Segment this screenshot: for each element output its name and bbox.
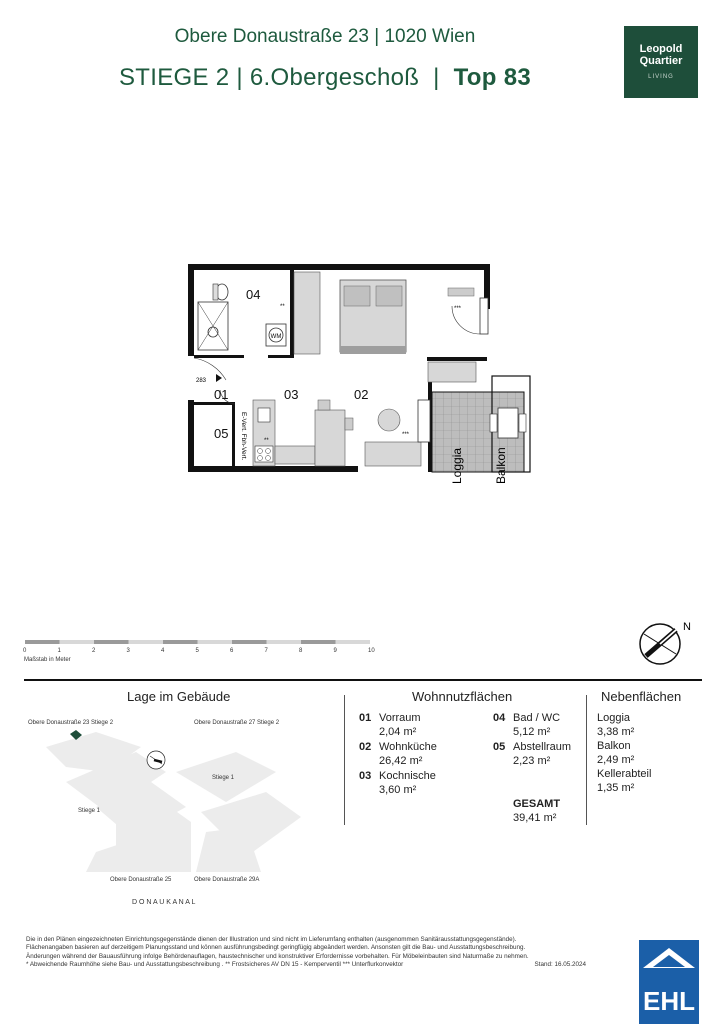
scale-tick-label: 4 (161, 648, 165, 654)
secondary-name: Kellerabteil (597, 768, 652, 780)
floor-plan (180, 262, 550, 487)
unit-top-number: Top 83 (453, 64, 531, 91)
room-no: 03 (359, 770, 372, 782)
living-areas-title: Wohnnutzflächen (412, 689, 513, 704)
room-no: 04 (493, 712, 506, 724)
room-area: 2,04 m² (379, 726, 417, 738)
scale-caption: Maßstab in Meter (24, 657, 71, 663)
room-number-03: 03 (284, 387, 299, 402)
secondary-area: 1,35 m² (597, 782, 635, 794)
unit-title (0, 64, 650, 92)
location-title: Lage im Gebäude (127, 689, 231, 704)
section-divider (24, 679, 702, 681)
scale-tick-label: 5 (195, 648, 199, 654)
scale-segment (232, 640, 267, 644)
scale-segment (163, 640, 198, 644)
scale-tick-label: 1 (57, 648, 61, 654)
scale-tick-label: 8 (299, 648, 303, 654)
room-name: Wohnküche (379, 741, 437, 753)
scale-tick-label: 9 (333, 648, 337, 654)
north-arrow (638, 616, 698, 666)
leopold-quartier-logo (624, 26, 698, 98)
room-area: 5,12 m² (513, 726, 551, 738)
room-number-02: 02 (354, 387, 369, 402)
scale-segment (198, 640, 233, 644)
scale-segment (129, 640, 164, 644)
scale-segment (25, 640, 60, 644)
secondary-area-list (597, 711, 651, 795)
scale-bar (22, 638, 382, 664)
column-divider-2 (586, 695, 587, 825)
room-name: Bad / WC (513, 712, 561, 724)
logo-line2: Quartier (639, 55, 683, 67)
valve-mark-1: ** (280, 304, 285, 310)
disclaimer-line3: Änderungen während der Bauausführung infolge Behördenauflagen, haustechnischer und konstruktiver Erfordernisse vorbehalten. Für Möbeleinbauten sind Naturmaße zu nehmen. (26, 952, 529, 960)
scale-segment (336, 640, 371, 644)
secondary-areas-title: Nebenflächen (601, 689, 682, 704)
secondary-name: Loggia (597, 712, 631, 724)
secondary-name: Balkon (597, 740, 631, 752)
loggia-label: Loggia (450, 447, 464, 484)
height-mark: 283 (196, 378, 207, 384)
room-no: 01 (359, 712, 372, 724)
logo-line1: Leopold (639, 43, 683, 55)
shaft-label: E-Vert. Fbh-Vert. (240, 412, 247, 461)
room-area: 26,42 m² (379, 755, 423, 767)
room-number-04: 04 (246, 287, 261, 302)
scale-segment (94, 640, 129, 644)
north-label: N (683, 621, 691, 633)
ehl-logo-text: EHL (643, 986, 695, 1016)
room-05 (493, 740, 571, 768)
room-03 (359, 769, 436, 797)
column-divider-1 (344, 695, 345, 825)
disclaimer-line4: * Abweichende Raumhöhe siehe Bau- und Ausstattungsbeschreibung . ** Frostsicheres AV DN 15 - Kemperventil *** Unterflurkonvektor (26, 960, 404, 968)
total-area (513, 797, 560, 825)
scale-segment (60, 640, 95, 644)
room-number-01: 01 (214, 387, 229, 402)
valve-mark-2: ** (264, 438, 269, 444)
total-label: GESAMT (513, 798, 561, 810)
room-01 (359, 711, 421, 739)
convector-mark-2: *** (454, 306, 462, 312)
secondary-area: 2,49 m² (597, 754, 635, 766)
scale-segment (301, 640, 336, 644)
scale-tick-label: 2 (92, 648, 96, 654)
scale-tick-label: 10 (368, 648, 375, 654)
room-name: Kochnische (379, 770, 436, 782)
room-no: 05 (493, 741, 506, 753)
room-area: 2,23 m² (513, 755, 551, 767)
convector-mark-1: *** (402, 432, 410, 438)
site-plan (26, 712, 326, 912)
secondary-area: 3,38 m² (597, 726, 635, 738)
room-no: 02 (359, 741, 372, 753)
disclaimer-line1: Die in den Plänen eingezeichneten Einrichtungsgegenstände dienen der Illustration und sind nicht im Lieferumfang enthalten (ausgenommen Sanitärausstattungsgegenstände). (26, 936, 517, 943)
room-02 (359, 740, 437, 768)
status-date: Stand: 16.05.2024 (534, 960, 586, 968)
site-label-top-left: Obere Donaustraße 23 Stiege 2 (28, 720, 114, 726)
site-label-stiege1-left: Stiege 1 (78, 808, 101, 814)
site-label-canal: D O N A U K A N A L (132, 899, 196, 906)
site-label-bottom-left: Obere Donaustraße 25 (110, 877, 172, 883)
ehl-logo (639, 940, 699, 1024)
logo-tagline: LIVING (648, 74, 674, 80)
unit-stair-floor: STIEGE 2 | 6.Obergeschoß | (118, 64, 454, 91)
scale-segment (267, 640, 302, 644)
scale-tick-label: 3 (126, 648, 130, 654)
site-label-bottom-right: Obere Donaustraße 29A (194, 877, 260, 883)
scale-tick-label: 6 (230, 648, 234, 654)
scale-tick-label: 0 (23, 648, 27, 654)
scale-tick-label: 7 (264, 648, 268, 654)
total-value: 39,41 m² (513, 812, 557, 824)
address-line: Obere Donaustraße 23 | 1020 Wien (174, 26, 476, 47)
room-area: 3,60 m² (379, 784, 417, 796)
room-number-05: 05 (214, 426, 229, 441)
room-name: Vorraum (379, 712, 421, 724)
disclaimer-line2: Flächenangaben basieren auf derzeitigem Planungsstand und können ausführungsbedingt geringfügig abgeändert werden. Ansonsten gilt die Bau- und Ausstattungsbeschreibung. (26, 944, 526, 952)
site-label-stiege1-right: Stiege 1 (212, 775, 235, 781)
room-name: Abstellraum (513, 741, 572, 753)
disclaimer (26, 936, 586, 969)
balkon-label: Balkon (494, 447, 508, 484)
wm-label: WM (270, 334, 282, 340)
room-04 (493, 711, 560, 739)
site-label-top-right: Obere Donaustraße 27 Stiege 2 (194, 720, 280, 726)
